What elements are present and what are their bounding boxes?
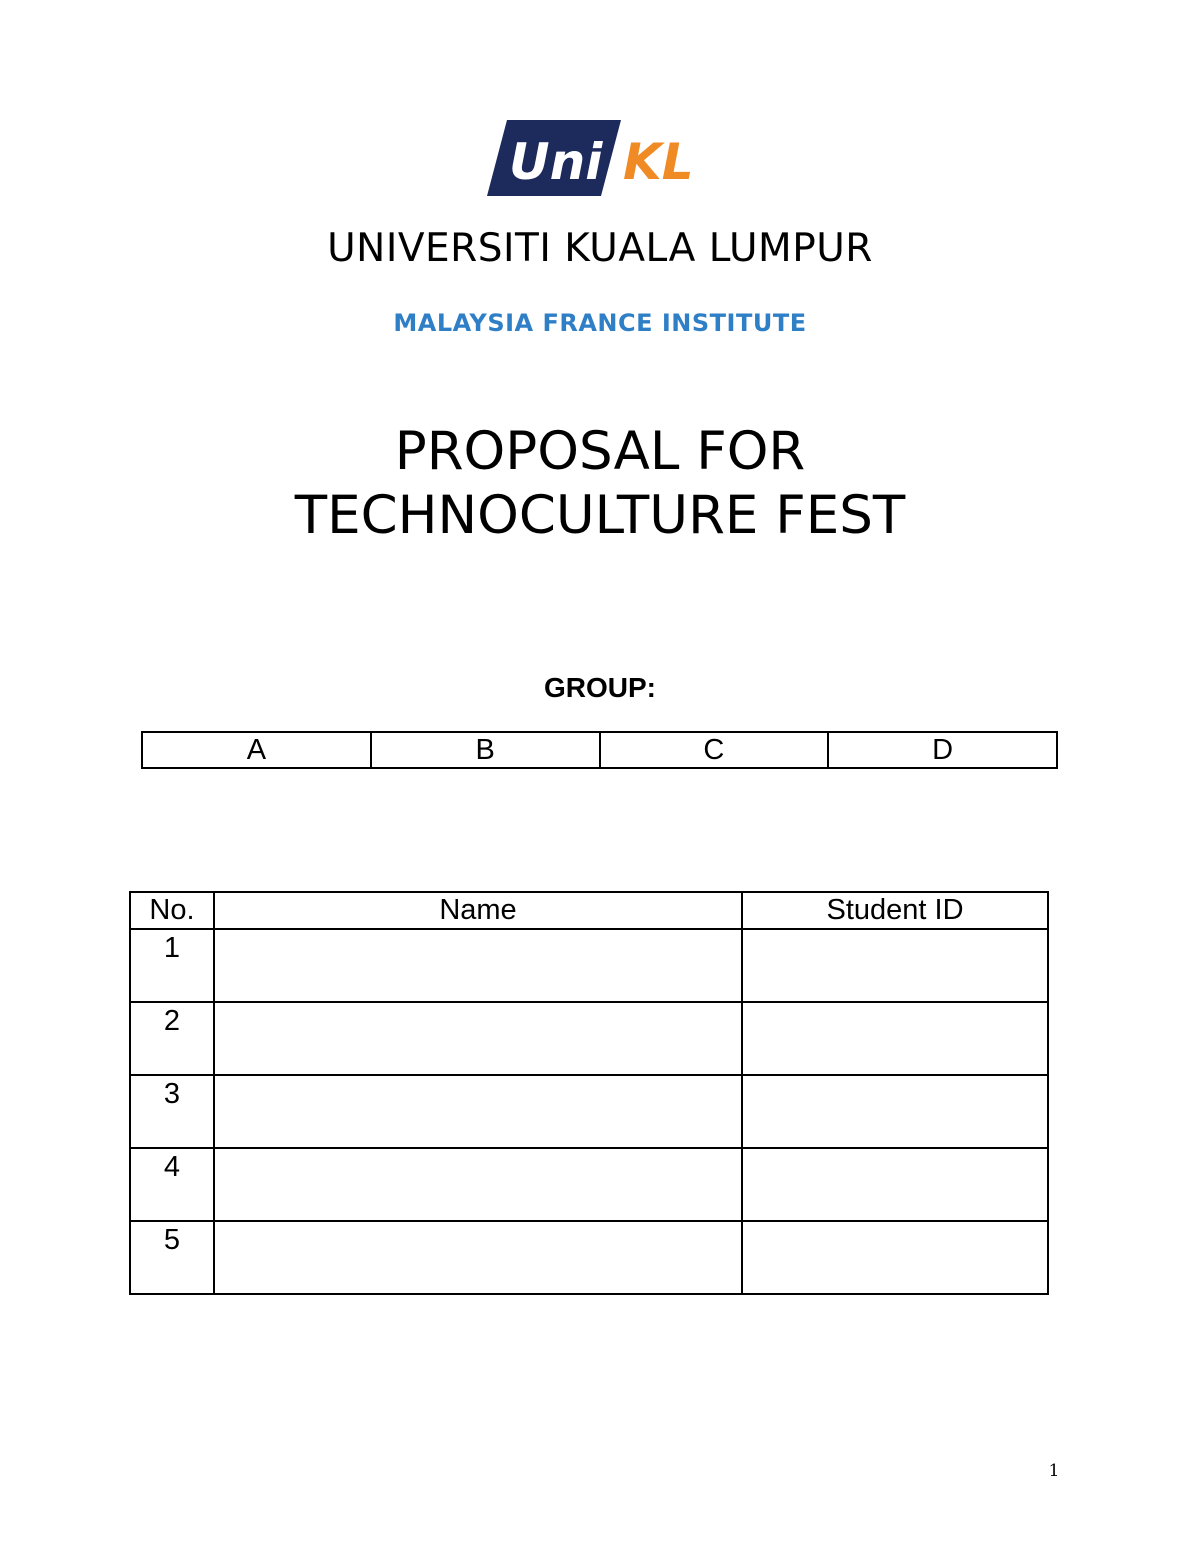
group-option-d[interactable]: D [828, 732, 1057, 768]
header-student-id: Student ID [742, 892, 1048, 929]
group-option-b[interactable]: B [371, 732, 600, 768]
group-table [141, 731, 1058, 769]
document-title [0, 420, 1200, 548]
student-id-cell[interactable] [742, 1148, 1048, 1221]
name-cell[interactable] [214, 1221, 742, 1294]
row-number: 3 [130, 1075, 214, 1148]
row-number: 2 [130, 1002, 214, 1075]
group-options-row [142, 732, 1057, 768]
members-table [129, 891, 1049, 1295]
row-number: 5 [130, 1221, 214, 1294]
name-cell[interactable] [214, 1148, 742, 1221]
header-no: No. [130, 892, 214, 929]
table-row [130, 1002, 1048, 1075]
table-row [130, 929, 1048, 1002]
page-number: 1 [1048, 1461, 1060, 1481]
logo-text-uni: Uni [509, 133, 603, 191]
group-option-a[interactable]: A [142, 732, 371, 768]
title-line-2: TECHNOCULTURE FEST [294, 485, 906, 546]
logo-text-kl: KL [623, 133, 694, 191]
row-number: 4 [130, 1148, 214, 1221]
table-row [130, 1221, 1048, 1294]
title-line-1: PROPOSAL FOR [394, 421, 806, 482]
header-name: Name [214, 892, 742, 929]
institute-name: MALAYSIA FRANCE INSTITUTE [393, 309, 807, 337]
row-number: 1 [130, 929, 214, 1002]
name-cell[interactable] [214, 1075, 742, 1148]
student-id-cell[interactable] [742, 1075, 1048, 1148]
table-row [130, 1075, 1048, 1148]
unikl-logo [487, 118, 719, 198]
group-option-c[interactable]: C [600, 732, 829, 768]
student-id-cell[interactable] [742, 929, 1048, 1002]
student-id-cell[interactable] [742, 1002, 1048, 1075]
university-name: UNIVERSITI KUALA LUMPUR [327, 226, 873, 271]
name-cell[interactable] [214, 1002, 742, 1075]
student-id-cell[interactable] [742, 1221, 1048, 1294]
members-header-row [130, 892, 1048, 929]
table-row [130, 1148, 1048, 1221]
name-cell[interactable] [214, 929, 742, 1002]
group-label: GROUP: [544, 672, 656, 703]
